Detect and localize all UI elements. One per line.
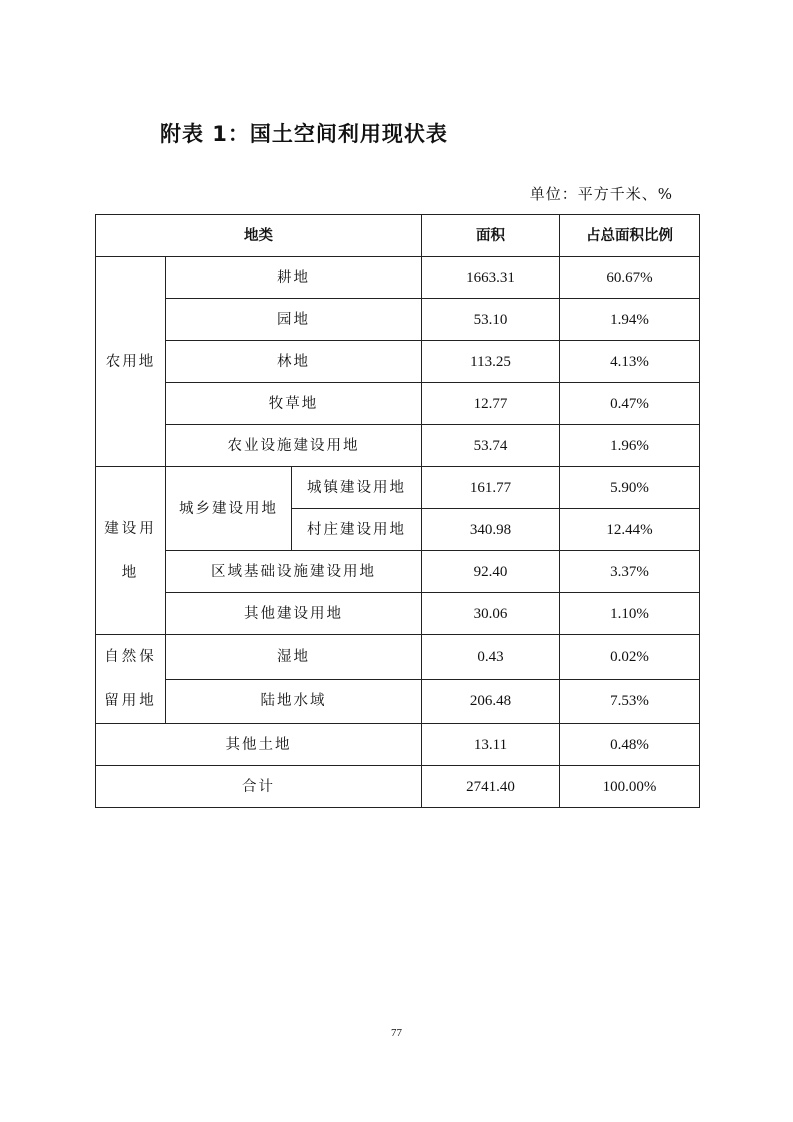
row-share: 12.44% bbox=[560, 509, 700, 551]
group-construction-line1: 建设用 bbox=[104, 520, 157, 537]
table-row bbox=[96, 299, 700, 341]
row-name: 湿地 bbox=[166, 635, 422, 680]
row-area: 206.48 bbox=[422, 679, 560, 724]
row-area: 1663.31 bbox=[422, 257, 560, 299]
table-title: 附表 1：国土空间利用现状表 bbox=[160, 122, 448, 146]
header-category: 地类 bbox=[96, 215, 422, 257]
row-area: 0.43 bbox=[422, 635, 560, 680]
group-nature-reserve-land bbox=[96, 635, 166, 724]
row-name: 其他土地 bbox=[96, 724, 422, 766]
row-name: 区域基础设施建设用地 bbox=[166, 551, 422, 593]
row-name: 其他建设用地 bbox=[166, 593, 422, 635]
row-share: 1.96% bbox=[560, 425, 700, 467]
total-share: 100.00% bbox=[560, 766, 700, 808]
row-area: 161.77 bbox=[422, 467, 560, 509]
row-name: 牧草地 bbox=[166, 383, 422, 425]
subgroup-urban-rural: 城乡建设用地 bbox=[166, 467, 292, 551]
row-area: 340.98 bbox=[422, 509, 560, 551]
row-area: 12.77 bbox=[422, 383, 560, 425]
table-row bbox=[96, 257, 700, 299]
row-name: 陆地水域 bbox=[166, 679, 422, 724]
group-nature-line2: 留用地 bbox=[104, 693, 157, 709]
row-share: 0.47% bbox=[560, 383, 700, 425]
table-row bbox=[96, 593, 700, 635]
table-row bbox=[96, 635, 700, 680]
row-name: 农业设施建设用地 bbox=[166, 425, 422, 467]
row-name: 林地 bbox=[166, 341, 422, 383]
table-row bbox=[96, 383, 700, 425]
row-area: 30.06 bbox=[422, 593, 560, 635]
header-area: 面积 bbox=[422, 215, 560, 257]
page-number: 77 bbox=[391, 1027, 402, 1039]
row-share: 4.13% bbox=[560, 341, 700, 383]
group-construction-land bbox=[96, 467, 166, 635]
land-use-table bbox=[95, 214, 700, 808]
table-row bbox=[96, 341, 700, 383]
row-share: 0.48% bbox=[560, 724, 700, 766]
table-row bbox=[96, 425, 700, 467]
row-share: 60.67% bbox=[560, 257, 700, 299]
row-area: 92.40 bbox=[422, 551, 560, 593]
row-area: 13.11 bbox=[422, 724, 560, 766]
table-row bbox=[96, 679, 700, 724]
row-area: 53.10 bbox=[422, 299, 560, 341]
unit-label: 单位：平方千米、% bbox=[529, 185, 673, 203]
table-total-row bbox=[96, 766, 700, 808]
header-share: 占总面积比例 bbox=[560, 215, 700, 257]
row-share: 5.90% bbox=[560, 467, 700, 509]
table-row bbox=[96, 551, 700, 593]
row-share: 7.53% bbox=[560, 679, 700, 724]
group-nature-line1: 自然保 bbox=[104, 649, 157, 665]
group-agricultural-land: 农用地 bbox=[96, 257, 166, 467]
row-area: 53.74 bbox=[422, 425, 560, 467]
total-area: 2741.40 bbox=[422, 766, 560, 808]
row-share: 1.94% bbox=[560, 299, 700, 341]
table-row bbox=[96, 724, 700, 766]
group-construction-line2: 地 bbox=[121, 564, 140, 581]
row-name: 村庄建设用地 bbox=[292, 509, 422, 551]
total-label: 合计 bbox=[96, 766, 422, 808]
row-name: 园地 bbox=[166, 299, 422, 341]
row-name: 耕地 bbox=[166, 257, 422, 299]
row-area: 113.25 bbox=[422, 341, 560, 383]
row-name: 城镇建设用地 bbox=[292, 467, 422, 509]
row-share: 3.37% bbox=[560, 551, 700, 593]
table-header-row bbox=[96, 215, 700, 257]
row-share: 1.10% bbox=[560, 593, 700, 635]
row-share: 0.02% bbox=[560, 635, 700, 680]
table-row bbox=[96, 467, 700, 509]
